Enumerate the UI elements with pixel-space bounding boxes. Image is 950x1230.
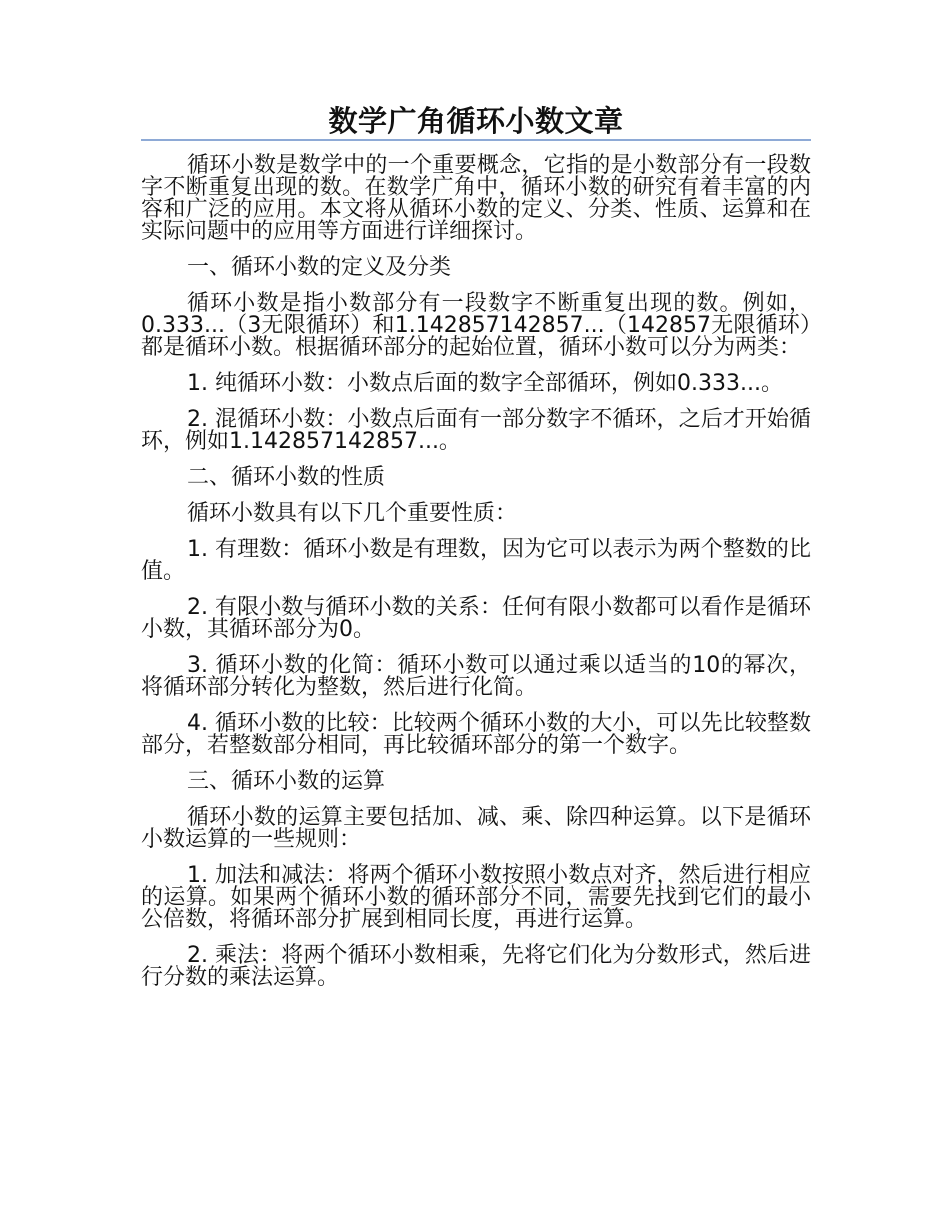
- document-title: 数学广角循环小数文章: [328, 104, 624, 138]
- list-item-add-subtract: 1. 加法和减法：将两个循环小数按照小数点对齐，然后进行相应的运算。如果两个循环小数的循环部分不同，需要先找到它们的最小公倍数，将循环部分扩展到相同长度，再进行运算。: [141, 863, 811, 932]
- list-item-comparison: 4. 循环小数的比较：比较两个循环小数的大小，可以先比较整数部分，若整数部分相同，再比较循环部分的第一个数字。: [141, 711, 811, 758]
- section-heading-properties: 二、循环小数的性质: [187, 465, 386, 490]
- document-page: [141, 100, 811, 1003]
- list-item-multiply: 2. 乘法：将两个循环小数相乘，先将它们化为分数形式，然后进行分数的乘法运算。: [141, 943, 811, 990]
- operations-paragraph: 循环小数的运算主要包括加、减、乘、除四种运算。以下是循环小数运算的一些规则：: [141, 805, 811, 852]
- list-item-pure-recurring: 1. 纯循环小数：小数点后面的数字全部循环，例如0.333...。: [187, 371, 783, 396]
- list-item-finite-relation: 2. 有限小数与循环小数的关系：任何有限小数都可以看作是循环小数，其循环部分为0。: [141, 595, 811, 642]
- intro-paragraph: 循环小数是数学中的一个重要概念，它指的是小数部分有一段数字不断重复出现的数。在数学广角中，循环小数的研究有着丰富的内容和广泛的应用。本文将从循环小数的定义、分类、性质、运算和在实际问题中的应用等方面进行详细探讨。: [141, 153, 811, 244]
- section-heading-definition: 一、循环小数的定义及分类: [187, 255, 452, 280]
- properties-intro: 循环小数具有以下几个重要性质：: [187, 501, 518, 526]
- list-item-mixed-recurring: 2. 混循环小数：小数点后面有一部分数字不循环，之后才开始循环，例如1.142857142857...。: [141, 407, 811, 454]
- definition-paragraph: 循环小数是指小数部分有一段数字不断重复出现的数。例如，0.333...（3无限循环）和1.142857142857...（142857无限循环）都是循环小数。根据循环部分的起始位置，循环小数可以分为两类：: [141, 291, 811, 360]
- list-item-simplification: 3. 循环小数的化简：循环小数可以通过乘以适当的10的幂次，将循环部分转化为整数，然后进行化简。: [141, 653, 811, 700]
- section-heading-operations: 三、循环小数的运算: [187, 769, 386, 794]
- list-item-rational: 1. 有理数：循环小数是有理数，因为它可以表示为两个整数的比值。: [141, 537, 811, 584]
